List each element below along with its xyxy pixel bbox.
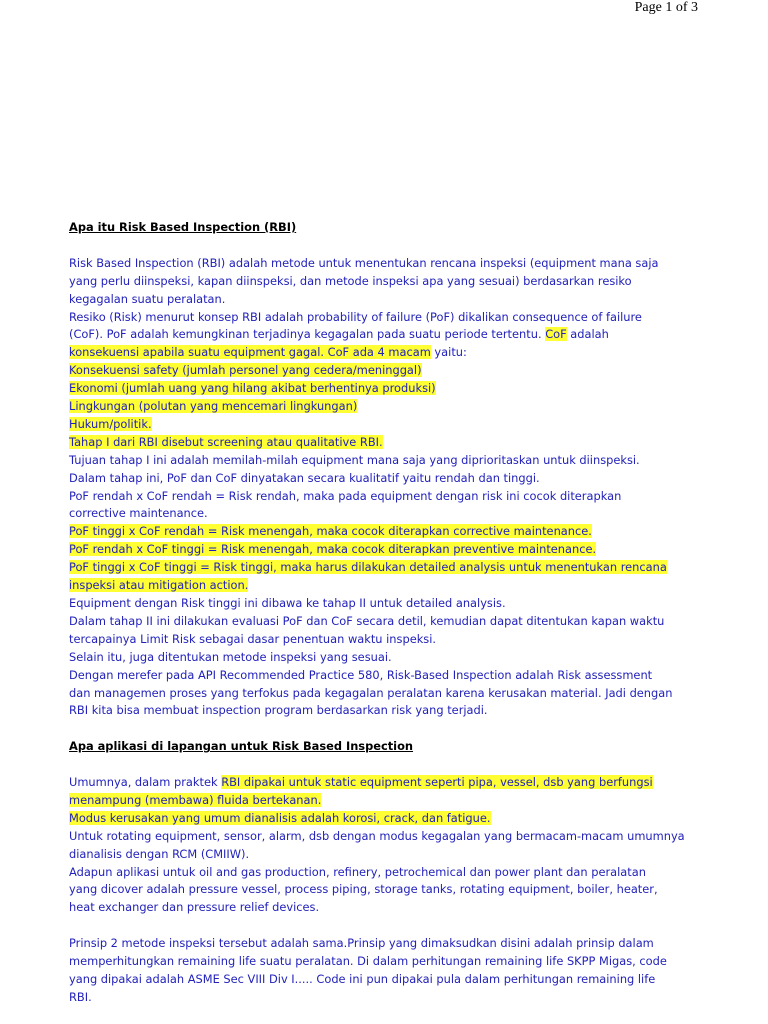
cof-list-item: Ekonomi (jumlah uang yang hilang akibat berhentinya produksi) bbox=[69, 381, 436, 396]
paragraph bbox=[69, 935, 709, 1007]
text-line: RBI. bbox=[69, 989, 92, 1004]
text-line: Umumnya, dalam praktek RBI dipakai untuk static equipment seperti pipa, vessel, dsb yang berfungsi bbox=[69, 775, 653, 790]
text-line: yang dipakai adalah ASME Sec VIII Div I..... Code ini pun dipakai pula dalam perhitungan remaining life bbox=[69, 972, 656, 986]
text-line: Dalam tahap ini, PoF dan CoF dinyatakan secara kualitatif yaitu rendah dan tinggi. bbox=[69, 470, 540, 485]
highlighted-text: RBI dipakai untuk static equipment seperti pipa, vessel, dsb yang berfungsi bbox=[221, 775, 653, 790]
text-line: heat exchanger dan pressure relief devices. bbox=[69, 900, 320, 915]
section-heading-rbi: Apa itu Risk Based Inspection (RBI) bbox=[69, 220, 297, 234]
text-line: Adapun aplikasi untuk oil and gas production, refinery, petrochemical dan power plant dan peralatan bbox=[69, 864, 646, 879]
risk-list-item: PoF tinggi x CoF tinggi = Risk tinggi, maka harus dilakukan detailed analysis untuk menentukan rencana bbox=[69, 560, 667, 575]
text-line: yang dicover adalah pressure vessel, process piping, storage tanks, rotating equipment, boiler, heater, bbox=[69, 882, 658, 897]
text-line: Untuk rotating equipment, sensor, alarm, dsb dengan modus kegagalan yang bermacam-macam umumnya bbox=[69, 828, 685, 843]
text-line: Tujuan tahap I ini adalah memilah-milah equipment mana saja yang diprioritaskan untuk diinspeksi. bbox=[69, 452, 640, 467]
text-line: memperhitungkan remaining life suatu peralatan. Di dalam perhitungan remaining life SKPP Migas, code bbox=[69, 954, 667, 969]
text-line: corrective maintenance. bbox=[69, 506, 208, 521]
highlighted-text: CoF bbox=[545, 327, 567, 342]
paragraph bbox=[69, 774, 709, 917]
cof-list-item: Konsekuensi safety (jumlah personel yang cedera/meninggal) bbox=[69, 363, 422, 378]
text-line: Risk Based Inspection (RBI) adalah metode untuk menentukan rencana inspeksi (equipment mana saja bbox=[69, 255, 659, 270]
page-number: Page 1 of 3 bbox=[634, 0, 698, 15]
text-line: kegagalan suatu peralatan. bbox=[69, 291, 226, 306]
paragraph bbox=[69, 255, 709, 721]
text-line: menampung (membawa) fluida bertekanan. bbox=[69, 792, 322, 807]
cof-list-item: Lingkungan (polutan yang mencemari lingkungan) bbox=[69, 399, 358, 414]
risk-list-item: PoF rendah x CoF tinggi = Risk menengah, maka cocok diterapkan preventive maintenance. bbox=[69, 542, 597, 557]
cof-list-item: Hukum/politik. bbox=[69, 416, 152, 431]
section-heading-aplikasi: Apa aplikasi di lapangan untuk Risk Based Inspection bbox=[69, 739, 414, 754]
text-line: tercapainya Limit Risk sebagai dasar penentuan waktu inspeksi. bbox=[69, 631, 437, 646]
text-line: dianalisis dengan RCM (CMIIW). bbox=[69, 846, 250, 861]
text-line: yang perlu diinspeksi, kapan diinspeksi, dan metode inspeksi apa yang sesuai) berdasarkan resiko bbox=[69, 273, 632, 288]
text-line: Dengan merefer pada API Recommended Practice 580, Risk-Based Inspection adalah Risk assessment bbox=[69, 667, 653, 682]
text-line: Equipment dengan Risk tinggi ini dibawa ke tahap II untuk detailed analysis. bbox=[69, 596, 506, 611]
text-line: Modus kerusakan yang umum dianalisis adalah korosi, crack, dan fatigue. bbox=[69, 810, 491, 825]
text-line: konsekuensi apabila suatu equipment gagal. CoF ada 4 macam yaitu: bbox=[69, 345, 467, 360]
text-line: Dalam tahap II ini dilakukan evaluasi PoF dan CoF secara detil, kemudian dapat ditentukan kapan waktu bbox=[69, 613, 665, 628]
text-line: dan managemen proses yang terfokus pada kegagalan peralatan karena kerusakan material. Jadi dengan bbox=[69, 685, 673, 700]
cof-list-item: Tahap I dari RBI disebut screening atau qualitative RBI. bbox=[69, 434, 383, 449]
document-body bbox=[69, 219, 709, 1007]
risk-list-item: PoF tinggi x CoF rendah = Risk menengah, maka cocok diterapkan corrective maintenance. bbox=[69, 524, 592, 539]
text-line: Selain itu, juga ditentukan metode inspeksi yang sesuai. bbox=[69, 649, 392, 664]
text-line: PoF rendah x CoF rendah = Risk rendah, maka pada equipment dengan risk ini cocok diterapkan bbox=[69, 488, 622, 503]
highlighted-text: konsekuensi apabila suatu equipment gagal. CoF ada 4 macam bbox=[69, 345, 431, 360]
text-line: Prinsip 2 metode inspeksi tersebut adalah sama.Prinsip yang dimaksudkan disini adalah prinsip dalam bbox=[69, 936, 654, 951]
text-line: Resiko (Risk) menurut konsep RBI adalah probability of failure (PoF) dikalikan consequence of failure bbox=[69, 309, 642, 324]
text-line: (CoF). PoF adalah kemungkinan terjadinya kegagalan pada suatu periode tertentu. CoF adalah bbox=[69, 327, 609, 342]
text-line: RBI kita bisa membuat inspection program berdasarkan risk yang terjadi. bbox=[69, 703, 488, 718]
risk-list-item: inspeksi atau mitigation action. bbox=[69, 578, 249, 593]
